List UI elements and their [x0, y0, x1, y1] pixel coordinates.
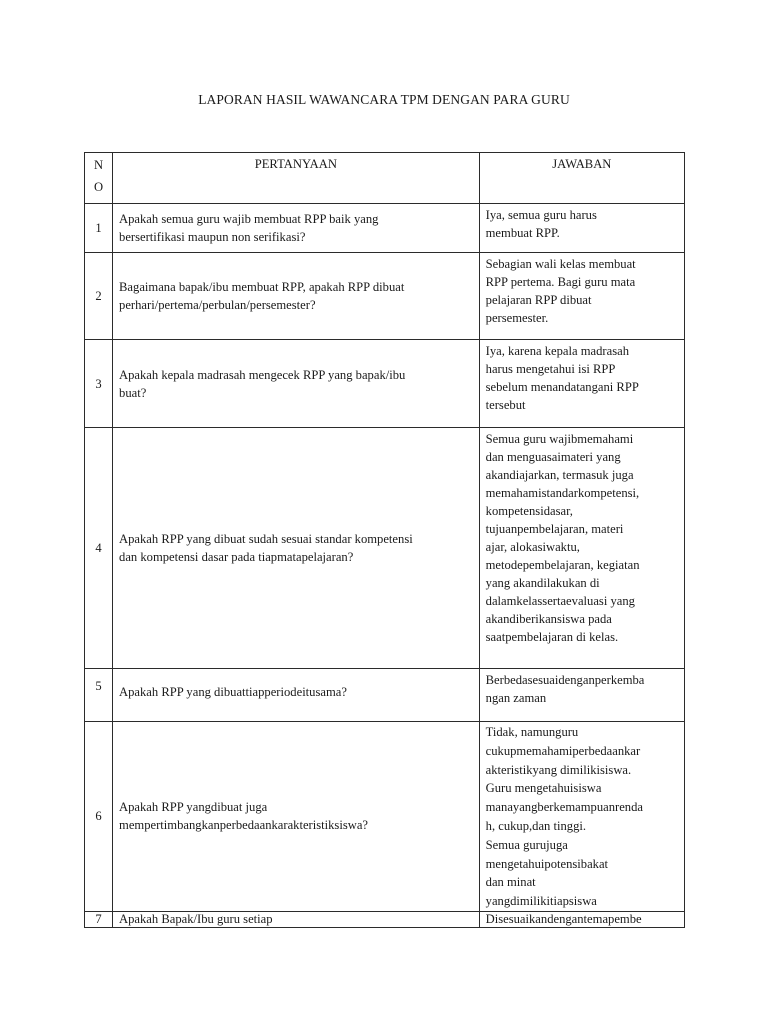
header-no-line2: O [93, 180, 104, 194]
question-line: buat? [119, 385, 147, 400]
question-line: Apakah kepala madrasah mengecek RPP yang bapak/ibu [119, 367, 406, 382]
table-row [85, 669, 685, 722]
answer-line: Tidak, namunguru [485, 725, 579, 739]
answer-line: ajar, alokasiwaktu, [485, 540, 580, 554]
answer-line: sebelum menandatangani RPP [485, 380, 639, 394]
document-title: LAPORAN HASIL WAWANCARA TPM DENGAN PARA GURU [198, 92, 570, 107]
header-question: PERTANYAAN [113, 153, 480, 204]
table-row [85, 340, 685, 428]
question-line: Apakah RPP yangdibuat juga [119, 800, 268, 815]
answer-cell [479, 911, 684, 927]
answer-line: metodepembelajaran, kegiatan [485, 558, 640, 572]
question-cell [113, 253, 480, 340]
row-number: 1 [85, 204, 113, 253]
answer-line: akandiajarkan, termasuk juga [485, 468, 634, 482]
answer-line: kompetensidasar, [485, 504, 573, 518]
answer-line: saatpembelajaran di kelas. [485, 630, 619, 644]
answer-line: mengetahuipotensibakat [485, 856, 609, 871]
answer-line: akteristikyang dimilikisiswa. [485, 762, 632, 777]
answer-line: Iya, semua guru harus [485, 208, 597, 222]
row-number: 5 [85, 669, 113, 722]
answer-line: akandiberikansiswa pada [485, 612, 612, 626]
answer-line: Disesuaikandengantemapembe [485, 911, 642, 926]
answer-line: yangdimilikitiapsiswa [485, 894, 597, 909]
question-cell [113, 204, 480, 253]
row-number: 7 [85, 911, 113, 927]
answer-line: Semua guru wajibmemahami [485, 432, 634, 446]
answer-line: pelajaran RPP dibuat [485, 293, 592, 307]
question-cell [113, 428, 480, 669]
table-row [85, 253, 685, 340]
answer-cell [479, 722, 684, 912]
answer-line: Iya, karena kepala madrasah [485, 344, 629, 358]
row-number: 2 [85, 253, 113, 340]
question-line: perhari/pertema/perbulan/persemester? [119, 298, 316, 312]
row-number: 6 [85, 722, 113, 912]
row-number: 3 [85, 340, 113, 428]
header-no [85, 153, 113, 204]
question-line: mempertimbangkanperbedaankarakteristiksiswa? [119, 818, 369, 833]
row-number: 4 [85, 428, 113, 669]
answer-cell [479, 253, 684, 340]
question-line: Apakah RPP yang dibuattiapperiodeitusama? [119, 685, 347, 699]
question-cell [113, 669, 480, 722]
answer-line: yang akandilakukan di [485, 576, 600, 590]
answer-line: tersebut [485, 398, 526, 412]
question-cell [113, 911, 480, 927]
question-line: Apakah semua guru wajib membuat RPP baik yang [119, 212, 379, 226]
answer-line: tujuanpembelajaran, materi [485, 522, 624, 536]
answer-line: Sebagian wali kelas membuat [485, 257, 636, 271]
answer-line: Semua gurujuga [485, 837, 568, 852]
answer-line: h, cukup,dan tinggi. [485, 818, 587, 833]
answer-line: dan minat [485, 875, 536, 890]
question-line: Apakah Bapak/Ibu guru setiap [119, 911, 273, 926]
answer-line: dalamkelassertaevaluasi yang [485, 594, 635, 608]
answer-line: memahamistandarkompetensi, [485, 486, 640, 500]
header-answer: JAWABAN [479, 153, 684, 204]
answer-cell [479, 204, 684, 253]
answer-cell [479, 340, 684, 428]
table-row [85, 722, 685, 912]
answer-line: harus mengetahui isi RPP [485, 362, 616, 376]
answer-line: Berbedasesuaidenganperkemba [485, 673, 645, 687]
answer-line: membuat RPP. [485, 226, 560, 240]
question-line: Apakah RPP yang dibuat sudah sesuai standar kompetensi [119, 532, 413, 546]
answer-line: dan menguasaimateri yang [485, 450, 621, 464]
header-no-line1: N [93, 158, 104, 172]
table-row [85, 204, 685, 253]
answer-line: ngan zaman [485, 691, 547, 705]
table-row [85, 428, 685, 669]
answer-line: Guru mengetahuisiswa [485, 781, 602, 796]
answer-cell [479, 428, 684, 669]
answer-line: persemester. [485, 311, 549, 325]
question-line: dan kompetensi dasar pada tiapmatapelajaran? [119, 550, 354, 564]
question-cell [113, 340, 480, 428]
table-header-row [85, 153, 685, 204]
answer-line: manayangberkemampuanrenda [485, 800, 643, 815]
answer-cell [479, 669, 684, 722]
interview-report-table [84, 152, 685, 928]
question-line: bersertifikasi maupun non serifikasi? [119, 230, 306, 244]
question-line: Bagaimana bapak/ibu membuat RPP, apakah RPP dibuat [119, 280, 405, 294]
answer-line: RPP pertema. Bagi guru mata [485, 275, 636, 289]
question-cell [113, 722, 480, 912]
table-row [85, 911, 685, 927]
answer-line: cukupmemahamiperbedaankar [485, 743, 641, 758]
